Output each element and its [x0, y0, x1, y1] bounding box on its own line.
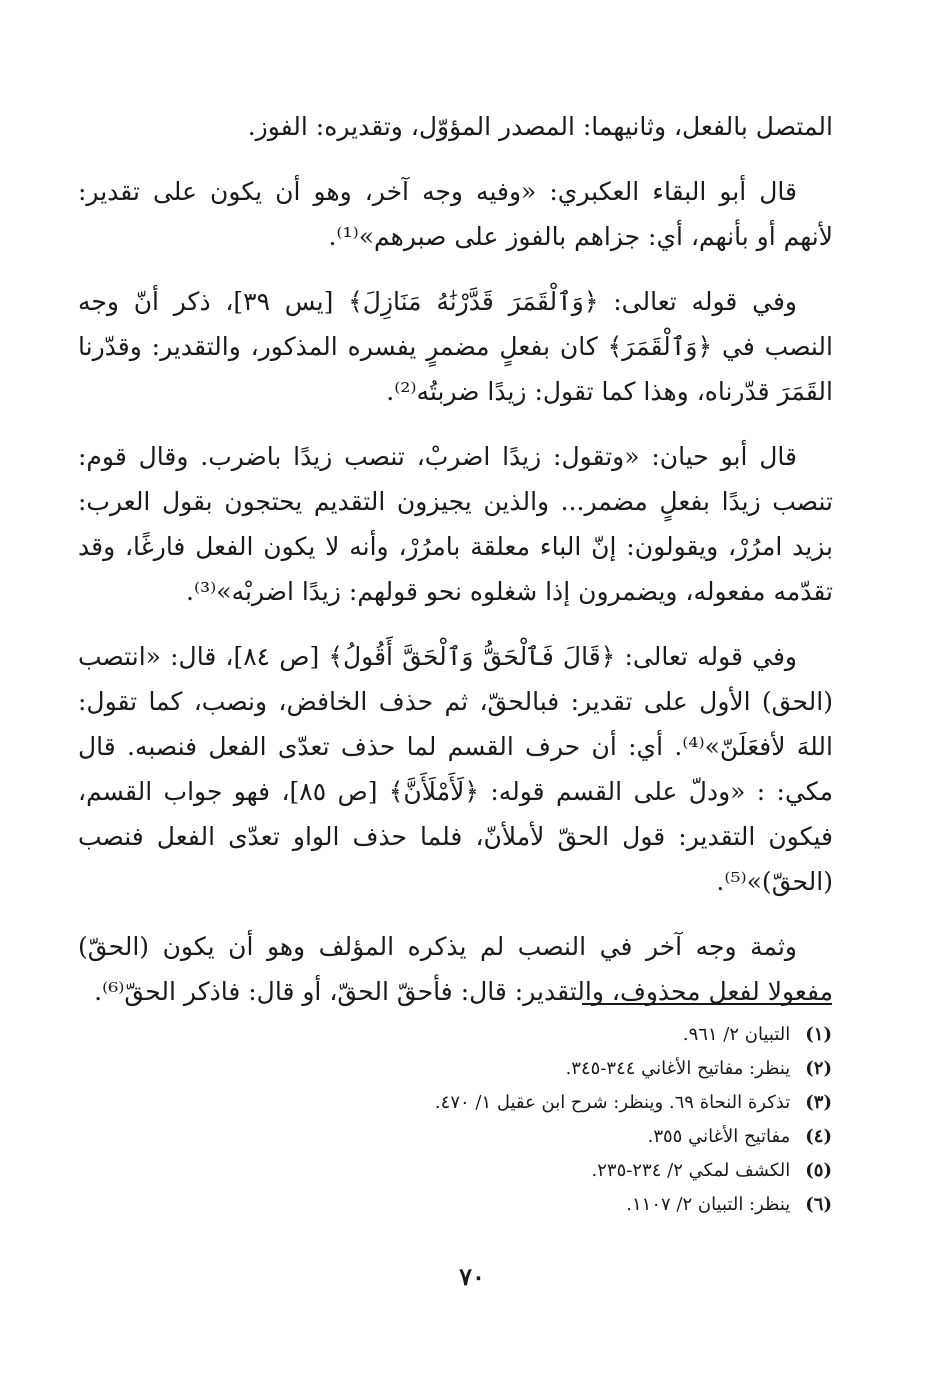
footnote-item [182, 1188, 832, 1222]
footnote-text: الكشف لمكي ٢/ ٢٣٤-٢٣٥. [591, 1160, 791, 1181]
footnotes-list [182, 1018, 832, 1222]
paragraph-ukbari-quote: قال أبو البقاء العكبري: «وفيه وجه آخر، وهو أن يكون على تقدير: لأنهم أو بأنهم، أي: جزاهم بالفوز على صبرهم»⁽¹⁾. [78, 177, 833, 251]
footnote-divider [582, 1003, 832, 1005]
paragraph-yasin-verse: وفي قوله تعالى: ﴿وَٱلْقَمَرَ قَدَّرْنَٰهُ مَنَازِلَ﴾ [يس ٣٩]، ذكر أنّ وجه النصب في ﴿وَٱلْقَمَرَ﴾ كان بفعلٍ مضمرٍ يفسره المذكور، والتقدير: وقدّرنا القَمَرَ قدّرناه، وهذا كما تقول: زيدًا ضربتُه⁽²⁾. [78, 287, 833, 406]
footnote-text: ينظر: مفاتيح الأغاني ٣٤٤-٣٤٥. [565, 1058, 791, 1079]
footnote-text: التبيان ٢/ ٩٦١. [682, 1024, 791, 1045]
footnote-number: (١) [805, 1024, 832, 1045]
footnote-number: (٤) [805, 1126, 832, 1147]
footnote-text: تذكرة النحاة ٦٩. وينظر: شرح ابن عقيل ١/ ٤٧٠. [434, 1092, 791, 1113]
footnote-text: مفاتيح الأغاني ٣٥٥. [647, 1126, 791, 1147]
footnote-item [182, 1018, 832, 1052]
footnote-number: (٣) [805, 1092, 832, 1113]
paragraph-another-view: وثمة وجه آخر في النصب لم يذكره المؤلف وهو أن يكون (الحقّ) مفعولا لفعل محذوف، والتقدير: قال: فأحقّ الحقّ، أو قال: فاذكر الحقّ⁽⁶⁾. [78, 932, 833, 1006]
paragraph-continuation: المتصل بالفعل، وثانيهما: المصدر المؤوّل، وتقديره: الفوز. [247, 112, 833, 141]
footnote-item [182, 1154, 832, 1188]
footnote-number: (٥) [805, 1160, 832, 1181]
footnote-number: (٦) [805, 1194, 832, 1215]
footnote-text: ينظر: التبيان ٢/ ١١٠٧. [626, 1194, 791, 1215]
page-number: ٧٠ [459, 1262, 485, 1291]
footnote-item [182, 1086, 832, 1120]
paragraph-sad-verse: وفي قوله تعالى: ﴿قَالَ فَٱلْحَقُّ وَٱلْحَقَّ أَقُولُ﴾ [ص ٨٤]، قال: «انتصب (الحق) الأول على تقدير: فبالحقّ، ثم حذف الخافض، ونصب، كما تقول: اللهَ لأفعَلَنّ»⁽⁴⁾. أي: أن حرف القسم لما حذف تعدّى الفعل فنصبه. قال مكي: : «ودلّ على القسم قوله: ﴿لَأَمْلَأَنَّ﴾ [ص ٨٥]، فهو جواب القسم، فيكون التقدير: قول الحقّ لأملأنّ، فلما حذف الواو تعدّى الفعل فنصب (الحقّ)»⁽⁵⁾. [78, 642, 834, 896]
page-body [78, 104, 833, 1034]
footnote-item [182, 1120, 832, 1154]
footnote-item [182, 1052, 832, 1086]
paragraph-abu-hayyan-quote: قال أبو حيان: «وتقول: زيدًا اضربْ، تنصب زيدًا باضرب. وقال قوم: تنصب زيدًا بفعلٍ مضمر... والذين يجيزون التقديم يحتجون بقول العرب: بزيد امرُرْ، ويقولون: إنّ الباء معلقة بامرُرْ، وأنه لا يكون الفعل فارغًا، وقد تقدّمه مفعوله، ويضمرون إذا شغلوه نحو قولهم: زيدًا اضربْه»⁽³⁾. [78, 442, 833, 606]
footnote-number: (٢) [805, 1058, 832, 1079]
